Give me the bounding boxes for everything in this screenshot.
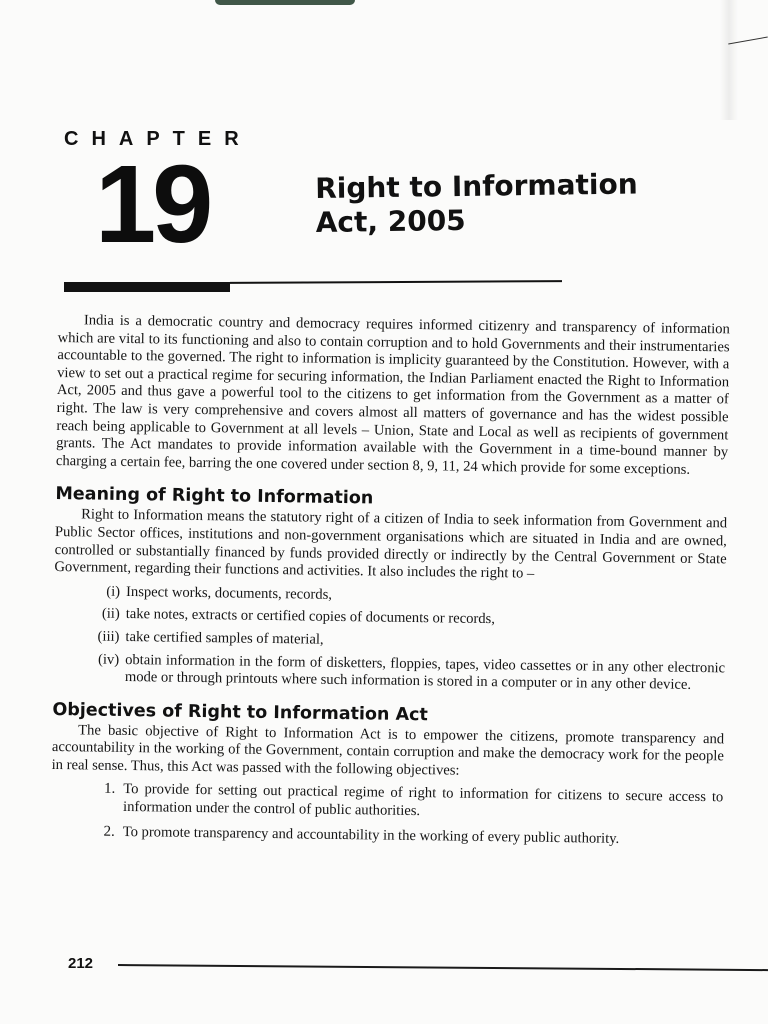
- chapter-body: [51, 312, 730, 857]
- list-item-text: To provide for setting out practical regime of right to information for citizens to secure access to information under the control of public authorities.: [122, 781, 724, 820]
- footer-rule: [118, 964, 768, 971]
- list-item: [51, 823, 723, 850]
- meaning-list: [53, 583, 726, 695]
- page-number: 212: [68, 955, 94, 972]
- chapter-rule-thin: [230, 280, 562, 284]
- chapter-title-line-2: Act, 2005: [315, 203, 466, 239]
- intro-paragraph: India is a democratic country and democracy requires informed citizenry and transparency of information which are vital to its functioning and also to contain corruption and to hold Governments and their instrumentaries accountable to the governed. The right to information is implicity guaranteed by the Constitution. However, with a view to set out a practical regime for securing information, the Indian Parliament enacted the Right to Information Act, 2005 and thus gave a powerful tool to the citizens to get information from the Government as a matter of right. The law is very comprehensive and covers almost all matters of governance and has the widest possible reach being applicable to Government at all levels – Union, State and Local as well as recipients of government grants. The Act mandates to provide information available with the Government in a time-bound manner by charging a certain fee, barring the one covered under section 8, 9, 11, 24 which provide for some exceptions.: [55, 312, 730, 478]
- objectives-paragraph: The basic objective of Right to Information Act is to empower the citizens, promote transparency and accountability in the working of the Government, contain corruption and make the democracy work for the people in real sense. Thus, this Act was passed with the following objectives:: [51, 722, 725, 779]
- chapter-title: [315, 167, 676, 240]
- list-item-text: take certified samples of material,: [125, 628, 324, 648]
- list-item-marker: (ii): [101, 605, 120, 623]
- meaning-paragraph: Right to Information means the statutory right of a citizen of India to seek information from Government and Public Sector offices, institutions and non-government organisations which are situated in India and are owned, controlled or substantially financed by funds provided directly or indirectly by the Central Government or State Government, regarding their functions and activities. It also includes the right to –: [54, 506, 728, 582]
- list-item-text: To promote transparency and accountability in the working of every public authority.: [122, 823, 620, 847]
- list-item-text: take notes, extracts or certified copies of documents or records,: [125, 606, 496, 628]
- list-item-marker: 1.: [103, 781, 116, 798]
- list-item: [54, 583, 726, 610]
- chapter-rule-thick: [64, 282, 230, 292]
- list-item: [51, 780, 723, 825]
- list-item-marker: (iii): [97, 628, 120, 645]
- list-item-text: obtain information in the form of disketters, floppies, tapes, video cassettes or in any other electronic mode or through printouts where such information is stored in a computer or in any other device.: [124, 651, 726, 693]
- list-item: [53, 650, 725, 695]
- list-item-text: Inspect works, documents, records,: [125, 583, 333, 603]
- chapter-label: CHAPTER: [64, 128, 252, 150]
- objectives-heading: Objectives of Right to Information Act: [52, 699, 428, 725]
- chapter-title-line-1: Right to Information: [315, 167, 638, 205]
- list-item-marker: (iv): [97, 651, 120, 668]
- meaning-heading: Meaning of Right to Information: [55, 484, 374, 509]
- list-item-marker: (i): [106, 583, 121, 600]
- list-item: [54, 605, 726, 632]
- scan-edge-shadow: [720, 0, 738, 120]
- list-item-marker: 2.: [103, 823, 115, 840]
- list-item: [53, 628, 725, 655]
- objectives-list: [51, 780, 724, 849]
- scan-shadow: [215, 0, 355, 5]
- chapter-number: 19: [95, 143, 210, 266]
